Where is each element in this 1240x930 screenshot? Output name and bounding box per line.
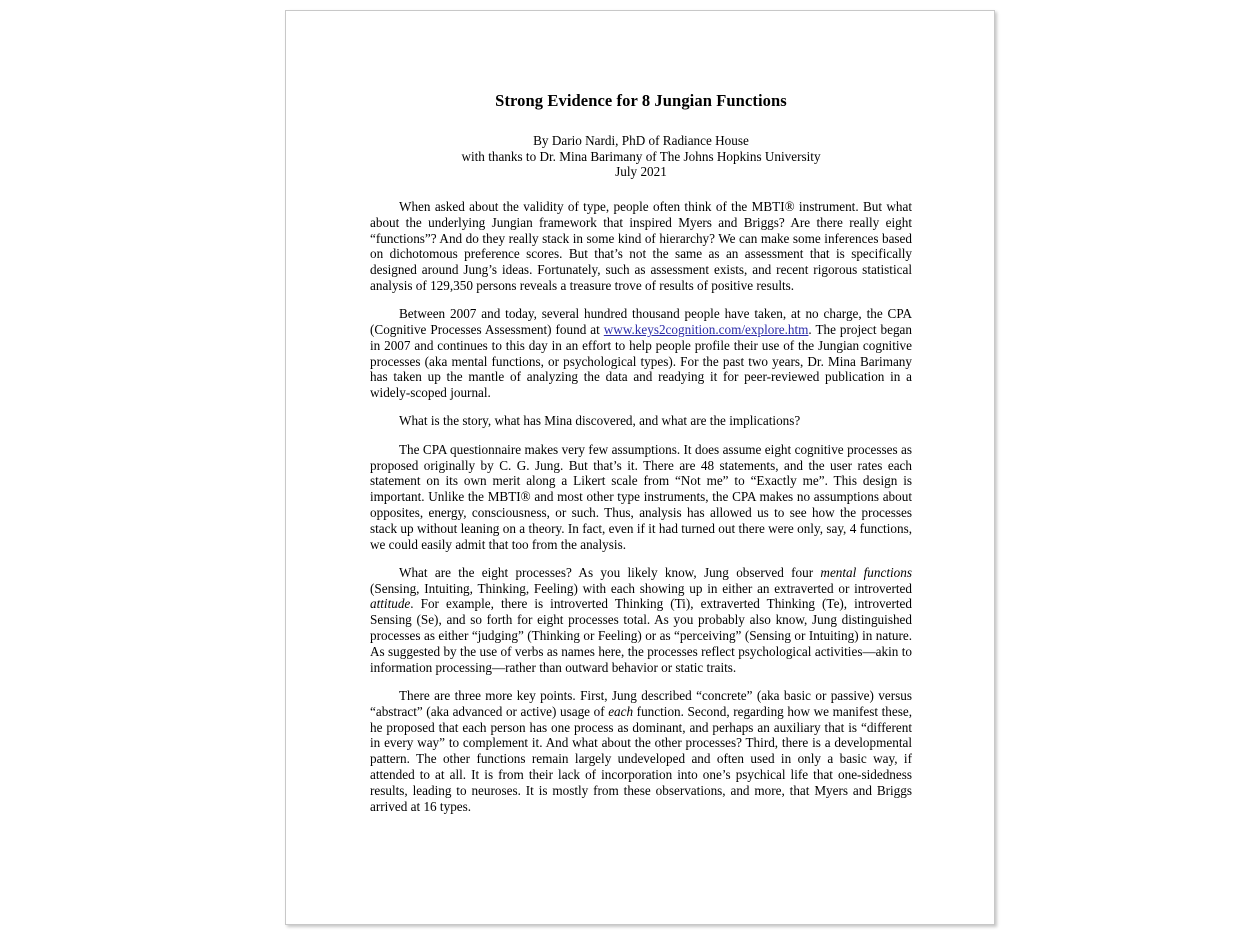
byline-block (370, 133, 912, 180)
paragraph-6-segment-1: There are three more key points. First, Jung described “concrete” (aka basic or passive) versus “abstract” (aka advanced or active) usage of (370, 687, 912, 719)
byline-date: July 2021 (615, 164, 667, 180)
body-paragraph-3: What is the story, what has Mina discovered, and what are the implications? (399, 413, 801, 429)
body-paragraph-1: When asked about the validity of type, people often think of the MBTI® instrument. But what about the underlying Jungian framework that inspired Myers and Briggs? Are there really eight “functions”? And do they really stack in some kind of hierarchy? We can make some inferences based on dichotomous preference scores. But that’s not the same as an assessment that is specifically designed around Jung’s ideas. Fortunately, such as assessment exists, and recent rigorous statistical analysis of 129,350 persons reveals a treasure trove of results of positive results. (370, 198, 912, 293)
emphasis-mental-functions: mental functions (820, 564, 912, 580)
paragraph-2-text-after-link: . The project began in 2007 and continues to this day in an effort to help people profile their use of the Jungian cognitive processes (aka mental functions, or psychological types). For the past two years, Dr. Mina Barimany has taken up the mantle of analyzing the data and readying it for peer-reviewed publication in a widely-scoped journal. (370, 321, 912, 401)
body-paragraph-5 (370, 565, 912, 676)
keys2cognition-link[interactable]: www.keys2cognition.com/explore.htm (603, 321, 809, 337)
byline-author: By Dario Nardi, PhD of Radiance House (533, 132, 749, 148)
paragraph-5-segment-2: (Sensing, Intuiting, Thinking, Feeling) with each showing up in either an extraverted or introverted (370, 580, 912, 596)
paragraph-2-text-before-link: Between 2007 and today, several hundred thousand people have taken, at no charge, the CPA (Cognitive Processes Assessment) found at (370, 306, 912, 337)
body-paragraph-6 (370, 688, 912, 814)
emphasis-each: each (608, 703, 634, 719)
document-title: Strong Evidence for 8 Jungian Functions (495, 91, 787, 110)
paragraph-5-segment-1: What are the eight processes? As you likely know, Jung observed four (399, 564, 821, 580)
emphasis-attitude: attitude (370, 596, 411, 612)
byline-acknowledgement: with thanks to Dr. Mina Barimany of The Johns Hopkins University (461, 148, 821, 164)
paragraph-5-segment-3: . For example, there is introverted Thinking (Ti), extraverted Thinking (Te), introverted Sensing (Se), and so forth for eight processes total. As you probably also know, Jung distinguished processes as either “judging” (Thinking or Feeling) or as “perceiving” (Sensing or Intuiting) in nature. As suggested by the use of verbs as names here, the processes reflect psychological activities—akin to information processing—rather than outward behavior or static traits. (370, 596, 912, 675)
body-paragraph-2 (370, 306, 912, 401)
document-page (285, 10, 995, 925)
body-paragraph-4: The CPA questionnaire makes very few assumptions. It does assume eight cognitive processes as proposed originally by C. G. Jung. But that’s it. There are 48 statements, and the user rates each statement on its own merit along a Likert scale from “Not me” to “Exactly me”. This design is important. Unlike the MBTI® and most other type instruments, the CPA makes no assumptions about opposites, energy, consciousness, or such. Thus, analysis has allowed us to see how the processes stack up without leaning on a theory. In fact, even if it had turned out there were only, say, 4 functions, we could easily admit that too from the analysis. (370, 441, 912, 552)
paragraph-6-segment-2: function. Second, regarding how we manifest these, he proposed that each person has one process as dominant, and perhaps an auxiliary that is “different in every way” to complement it. And what about the other processes? Third, there is a developmental pattern. The other functions remain largely undeveloped and often used in only a basic way, if attended to at all. It is from their lack of incorporation into one’s psychical life that one-sidedness results, leading to neuroses. It is mostly from these observations, and more, that Myers and Briggs arrived at 16 types. (370, 703, 912, 814)
page-content-area (370, 91, 912, 814)
